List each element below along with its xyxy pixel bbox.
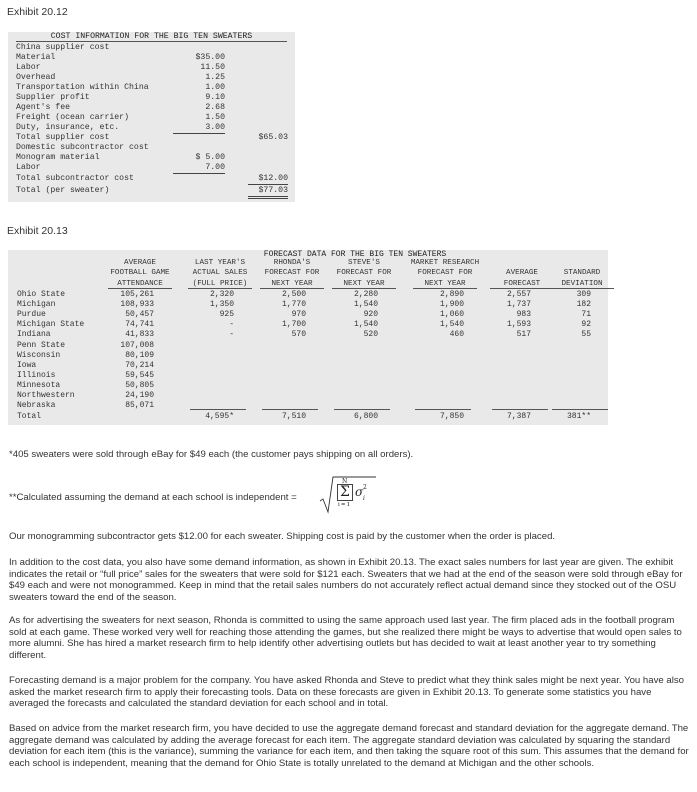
cost-row-label: Duty, insurance, etc. [16,123,120,132]
column-header: AVERAGE [124,259,156,267]
column-header: NEXT YEAR [343,279,385,288]
forecast-cell-rhonda: 570 [291,330,306,340]
forecast-cell-last-year: 2,320 [209,290,234,299]
school-name: Ohio State [17,290,66,299]
column-header: (FULL PRICE) [192,279,248,288]
column-header: FORECAST FOR [417,269,473,278]
cost-row-label: Agent's fee [16,103,71,112]
cost-row [8,63,288,73]
forecast-cell-attendance: 70,214 [125,360,154,370]
cost-row-label: Monogram material [16,153,100,162]
school-name: Wisconsin [17,350,61,360]
cost-value: 2.68 [205,103,225,112]
cost-value: 9.10 [205,93,225,102]
cost-value: $ 5.00 [195,153,225,162]
cost-value: 11.50 [200,63,225,72]
school-name: Michigan [17,300,56,310]
summation-icon: Σ [337,484,353,501]
cost-value: 1.50 [205,113,225,122]
total-divider [415,409,471,410]
cost-subtotal: $12.00 [248,174,288,185]
cost-row-label: Domestic subcontractor cost [16,143,149,152]
column-header: DEVIATION [561,279,603,288]
cost-row-label: Labor [16,63,41,72]
school-name: Michigan State [17,320,85,330]
header-divider [108,288,172,289]
forecast-cell-rhonda: 1,700 [281,320,306,330]
forecast-cell-average: 1,737 [506,300,531,310]
forecast-cell-average: 2,557 [506,290,531,299]
column-header: FORECAST FOR [336,269,392,278]
cost-row [8,113,288,123]
header-divider [188,288,252,289]
school-name: Indiana [17,330,51,340]
cost-row [8,143,288,153]
cost-row [8,186,288,196]
cost-subtotal: $65.03 [258,133,288,142]
cost-row [8,123,288,133]
school-name: Iowa [17,360,37,370]
forecast-cell-last-year: 1,350 [209,300,234,310]
cost-row-label: Labor [16,163,41,172]
forecast-cell-market: 460 [449,330,464,340]
cost-value: 7.00 [173,163,225,174]
exhibit-2-title: Exhibit 20.13 [7,225,68,237]
column-header: RHONDA'S [273,259,311,267]
column-header: NEXT YEAR [271,279,313,288]
cost-row-label: Total (per sweater) [16,186,110,195]
forecast-cell-average: 1,593 [506,320,531,330]
footnote-independent [9,492,297,504]
total-cell-steve: 6,800 [353,412,378,421]
school-name: Minnesota [17,380,61,390]
forecast-cell-std: 309 [576,290,591,299]
formula-sigma: σ [355,485,364,499]
column-header: STANDARD [563,269,601,278]
forecast-cell-steve: 2,280 [353,290,378,299]
formula-sigma-subscript: i [363,495,365,502]
forecast-cell-average: 983 [516,310,531,320]
cost-value: 3.00 [173,123,225,134]
school-name: Purdue [17,310,46,320]
cost-row [8,133,288,143]
formula-lower-limit: i = 1 [338,502,350,508]
footnote-independent-text: **Calculated assuming the demand at each school is independent = [9,492,297,503]
forecast-cell-market: 1,060 [439,310,464,320]
cost-row [8,43,288,53]
forecast-cell-std: 71 [581,310,591,320]
total-cell-average: 7,387 [506,412,531,421]
forecast-cell-average: 517 [516,330,531,340]
cost-row-label: Total subcontractor cost [16,174,134,183]
forecast-table [8,250,608,425]
total-divider [190,409,246,410]
forecast-cell-market: 2,890 [439,290,464,299]
forecast-cell-rhonda: 970 [291,310,306,320]
school-name: Nebraska [17,401,56,411]
total-cell-std: 381** [566,412,591,421]
paragraph-1: Our monogramming subcontractor gets $12.00 for each sweater. Shipping cost is paid by the customer when the order is placed. [9,531,556,542]
cost-row-label: Supplier profit [16,93,90,102]
forecast-cell-attendance: 50,805 [125,380,154,390]
header-divider [260,288,324,289]
cost-table-title: COST INFORMATION FOR THE BIG TEN SWEATERS [16,32,287,42]
column-header: NEXT YEAR [424,279,466,288]
cost-value: $35.00 [195,53,225,62]
column-header: FORECAST FOR [264,269,320,278]
total-divider [262,409,318,410]
forecast-cell-rhonda: 2,500 [281,290,306,299]
total-divider [492,409,548,410]
footnote-ebay: *405 sweaters were sold through eBay for $49 each (the customer pays shipping on all orders). [9,449,414,460]
column-header: STEVE'S [348,259,380,267]
formula-upper-limit: N [342,478,348,485]
forecast-cell-steve: 1,540 [353,320,378,330]
forecast-cell-market: 1,540 [439,320,464,330]
cost-row-label: Material [16,53,56,62]
cost-row-label: Freight (ocean carrier) [16,113,130,122]
cost-row-label: Overhead [16,73,56,82]
total-divider [334,409,390,410]
cost-table [8,32,295,202]
forecast-cell-attendance: 108,933 [120,300,154,310]
paragraph-5: Based on advice from the market research firm, you have decided to use the aggregate demand forecast and standard deviation for the aggregate demand. The aggregate demand was calculated by adding the average forecast for each item. The aggregate standard deviation was calculated by squaring the standard deviation for each item (this is the variance), summing the variance for each item, and then taking the square root of this sum. This assumes that the demand for each school is independent, meaning that the demand for Ohio State is totally unrelated to the demand at Michigan and the other schools. [9,723,689,769]
cost-value: 1.25 [205,73,225,82]
school-name: Northwestern [17,391,75,400]
forecast-cell-rhonda: 1,770 [281,300,306,310]
total-cell-last-year: 4,595* [205,412,234,421]
forecast-cell-attendance: 41,833 [125,330,154,340]
cost-row [8,174,288,184]
forecast-cell-std: 55 [581,330,591,340]
column-header: ACTUAL SALES [192,269,248,278]
cost-value: 1.00 [205,83,225,92]
forecast-cell-last-year: 925 [219,310,234,320]
header-divider [332,288,396,289]
cost-row [8,163,288,173]
cost-row-label: Total supplier cost [16,133,110,142]
forecast-cell-steve: 920 [363,310,378,320]
column-header: MARKET RESEARCH [410,259,480,267]
std-dev-formula [318,474,378,516]
forecast-cell-std: 182 [576,300,591,310]
forecast-cell-steve: 520 [363,330,378,340]
exhibit-1-title: Exhibit 20.12 [7,6,68,18]
forecast-cell-std: 92 [581,320,591,330]
column-header: LAST YEAR'S [194,259,246,267]
forecast-cell-market: 1,900 [439,300,464,310]
forecast-cell-attendance: 85,071 [125,401,154,411]
cost-row-label: Transportation within China [16,83,149,92]
forecast-cell-attendance: 74,741 [125,320,154,330]
total-label: Total [17,412,42,421]
cost-row-label: China supplier cost [16,43,110,52]
column-header: ATTENDANCE [117,279,163,288]
cost-row [8,153,288,163]
header-divider [413,288,477,289]
school-name: Penn State [17,340,66,350]
forecast-cell-last-year: - [229,330,234,340]
forecast-cell-attendance: 50,457 [125,310,154,320]
school-name: Illinois [17,370,56,380]
forecast-cell-attendance: 24,190 [125,391,154,400]
paragraph-4: Forecasting demand is a major problem for the company. You have asked Rhonda and Steve to predict what they think sales might be next year. You have also asked the market research firm to apply their forecasting tools. Data on these forecasts are given in Exhibit 20.13. To generate some statistics you have averaged the forecasts and calculated the standard deviation for each school and in total. [9,675,684,710]
cost-row [8,73,288,83]
column-header: FORECAST [503,279,541,288]
total-divider [552,409,608,410]
forecast-cell-attendance: 80,109 [125,350,154,360]
cost-row [8,83,288,93]
cost-row [8,103,288,113]
cost-subtotal: $77.03 [248,186,288,199]
forecast-cell-steve: 1,540 [353,300,378,310]
column-header: AVERAGE [506,269,538,278]
formula-sigma-superscript: 2 [363,484,367,491]
forecast-cell-attendance: 105,261 [120,290,154,299]
header-divider [550,288,614,289]
total-cell-rhonda: 7,510 [281,412,306,421]
column-header: FOOTBALL GAME [110,269,170,278]
cost-row [8,93,288,103]
forecast-table-title: FORECAST DATA FOR THE BIG TEN SWEATERS [263,250,447,259]
total-cell-market: 7,850 [439,412,464,421]
paragraph-2: In addition to the cost data, you also have some demand information, as shown in Exhibit 20.13. The exact sales numbers for last year are given. The exhibit indicates the retail or “full price” sales for the sweaters that were sold for $121 each. Sweaters that we had at the end of the season were sold through eBay for $49 each and were not monogrammed. Keep in mind that the retail sales numbers do not accurately reflect actual demand since they stocked out of the OSU sweaters toward the end of the season. [9,557,683,603]
forecast-cell-attendance: 107,008 [120,340,154,350]
forecast-cell-last-year: - [229,320,234,330]
cost-row [8,53,288,63]
forecast-cell-attendance: 59,545 [125,370,154,380]
paragraph-3: As for advertising the sweaters for next season, Rhonda is committed to using the same approach used last year. The firm placed ads in the football program sold at each game. These worked very well for reaching those attending the games, but she realized there might be ways to advertise that would open sales to more alumni. She has hired a market research firm to help identify other advertising outlets but has decided to wait at least another year to try something different. [9,615,682,661]
